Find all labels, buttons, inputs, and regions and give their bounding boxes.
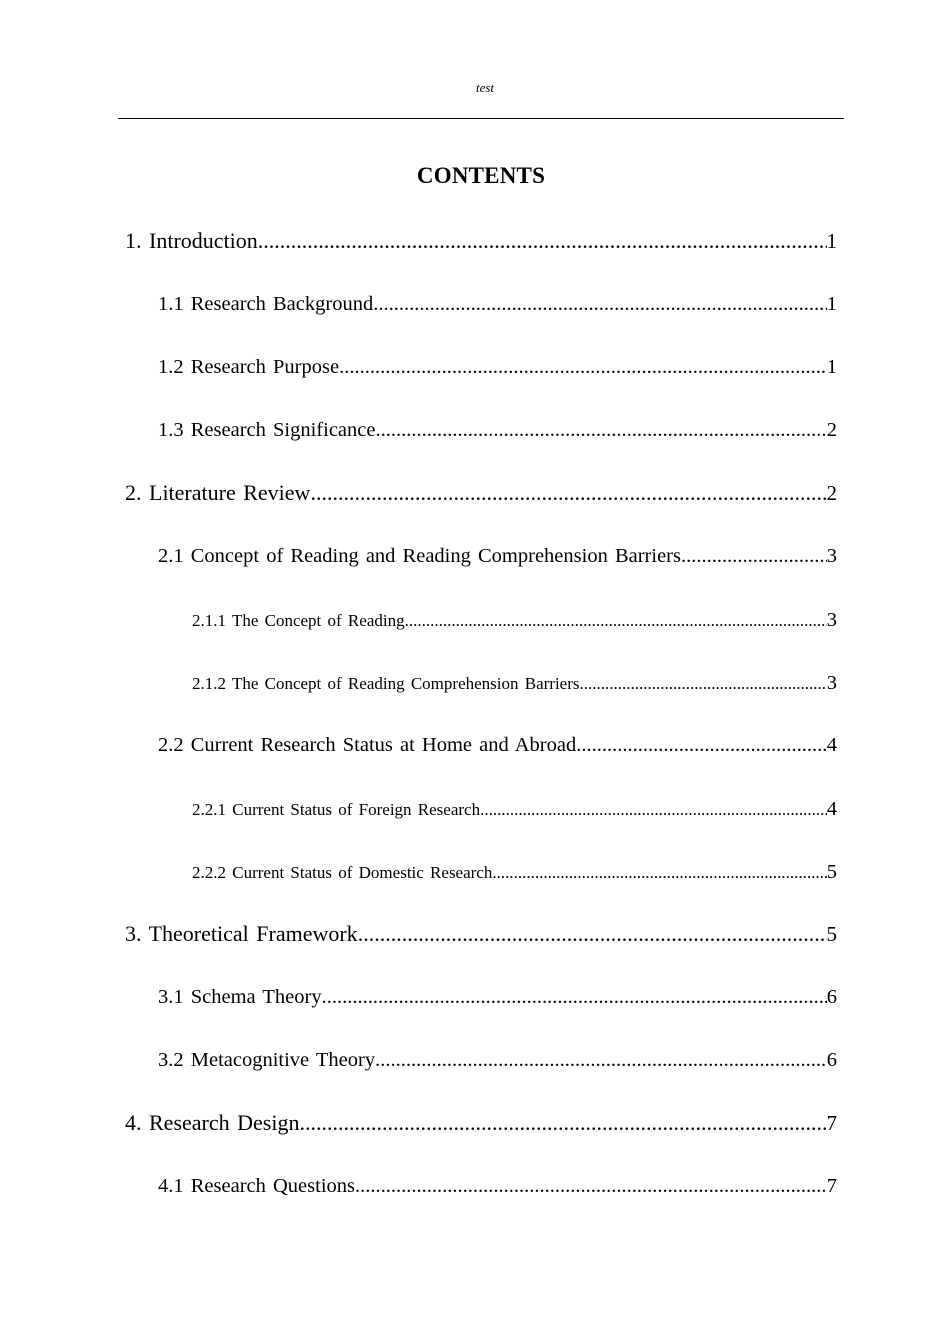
toc-entry[interactable] (0, 981, 950, 1044)
toc-entry-label: 1. Introduction (125, 228, 258, 253)
toc-entry-row (125, 480, 837, 506)
toc-entry-label: 4. Research Design (125, 1110, 300, 1135)
toc-entry-page-number: 7 (826, 1175, 837, 1197)
toc-entry-label: 1.1 Research Background (158, 293, 374, 315)
toc-entry-page-number: 3 (826, 609, 837, 631)
toc-entry-page-number: 3 (826, 672, 837, 694)
toc-entry-label: 2. Literature Review (125, 480, 311, 505)
toc-entry[interactable] (0, 792, 950, 855)
toc-entry-row (158, 356, 837, 379)
toc-entry-label: 3. Theoretical Framework (125, 921, 358, 946)
toc-entry-label: 1.3 Research Significance (158, 419, 376, 441)
toc-entry-page-number: 6 (826, 1049, 837, 1071)
toc-entry-page-number: 4 (826, 798, 837, 820)
toc-dot-leader (310, 480, 826, 506)
toc-entry-page-number: 1 (826, 356, 837, 378)
toc-entry-page-number: 6 (826, 986, 837, 1008)
toc-entry-label: 4.1 Research Questions (158, 1175, 355, 1197)
toc-entry-page-number: 7 (826, 1111, 837, 1135)
toc-entry-row (125, 1110, 837, 1136)
toc-entry-page-number: 2 (826, 419, 837, 441)
toc-entry-label: 2.2.2 Current Status of Domestic Research (192, 863, 493, 882)
toc-entry[interactable] (0, 414, 950, 477)
toc-dot-leader (339, 356, 827, 379)
toc-entry-row (158, 1175, 837, 1198)
toc-entry-row (158, 545, 837, 568)
toc-entry-row (158, 293, 837, 316)
toc-entry[interactable] (0, 225, 950, 288)
toc-entry[interactable] (0, 603, 950, 666)
running-header: test (475, 80, 495, 95)
toc-entry-label: 2.1 Concept of Reading and Reading Comprehension Barriers (158, 545, 681, 567)
toc-dot-leader (358, 921, 827, 947)
toc-entry-row (158, 419, 837, 442)
toc-entry-row (158, 734, 837, 757)
toc-entry[interactable] (0, 351, 950, 414)
toc-entry-row (158, 986, 837, 1009)
toc-entry-page-number: 1 (826, 293, 837, 315)
toc-entry[interactable] (0, 477, 950, 540)
toc-dot-leader (373, 293, 827, 316)
toc-entry-page-number: 5 (826, 861, 837, 883)
toc-dot-leader (492, 863, 826, 883)
toc-entry-label: 3.2 Metacognitive Theory (158, 1049, 376, 1071)
table-of-contents (0, 225, 950, 1233)
toc-entry-row (125, 228, 837, 254)
toc-entry[interactable] (0, 1170, 950, 1233)
toc-entry[interactable] (0, 1107, 950, 1170)
toc-dot-leader (355, 1175, 827, 1198)
toc-dot-leader (299, 1110, 826, 1136)
toc-entry-label: 2.1.1 The Concept of Reading (192, 611, 405, 630)
toc-dot-leader (405, 611, 827, 631)
toc-entry-page-number: 2 (826, 481, 837, 505)
toc-entry-row (125, 921, 837, 947)
toc-entry-row (192, 672, 837, 695)
toc-dot-leader (258, 228, 827, 254)
toc-entry-row (158, 1049, 837, 1072)
toc-dot-leader (681, 545, 827, 568)
toc-dot-leader (322, 986, 827, 1009)
toc-entry-row (192, 609, 837, 632)
toc-entry-label: 1.2 Research Purpose (158, 356, 340, 378)
toc-entry[interactable] (0, 918, 950, 981)
toc-entry-row (192, 798, 837, 821)
header-divider (118, 118, 844, 119)
toc-entry-page-number: 4 (826, 734, 837, 756)
toc-dot-leader (576, 734, 827, 757)
toc-dot-leader (580, 674, 827, 694)
toc-entry-page-number: 1 (826, 229, 837, 253)
toc-entry[interactable] (0, 540, 950, 603)
toc-entry-label: 3.1 Schema Theory (158, 986, 322, 1008)
toc-dot-leader (375, 1049, 827, 1072)
toc-entry-label: 2.2.1 Current Status of Foreign Research (192, 800, 481, 819)
toc-entry[interactable] (0, 288, 950, 351)
toc-entry-page-number: 5 (826, 922, 837, 946)
toc-entry[interactable] (0, 1044, 950, 1107)
toc-dot-leader (480, 800, 827, 820)
toc-entry-label: 2.2 Current Research Status at Home and Abroad (158, 734, 577, 756)
toc-entry[interactable] (0, 729, 950, 792)
toc-entry-row (192, 861, 837, 884)
toc-entry[interactable] (0, 666, 950, 729)
toc-entry-label: 2.1.2 The Concept of Reading Comprehension Barriers (192, 674, 580, 693)
contents-title: CONTENTS (416, 163, 546, 188)
toc-dot-leader (375, 419, 826, 442)
toc-entry-page-number: 3 (826, 545, 837, 567)
toc-entry[interactable] (0, 855, 950, 918)
